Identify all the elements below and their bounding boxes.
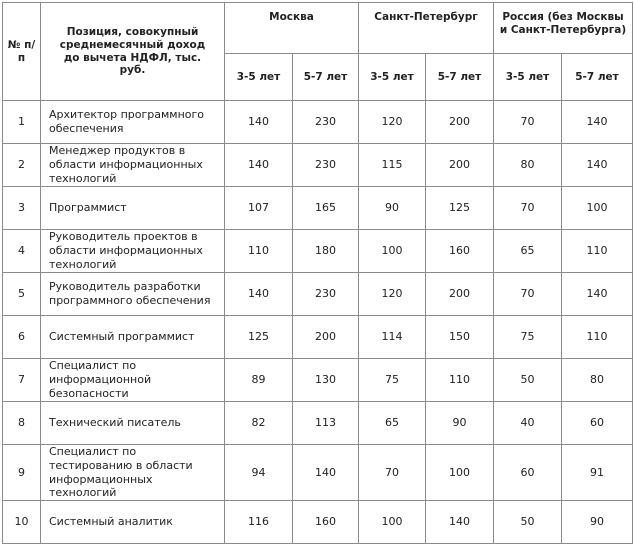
- income-value: 110: [562, 230, 633, 273]
- income-value: 165: [293, 187, 359, 230]
- position-name: Технический писатель: [41, 402, 225, 445]
- salary-table: [2, 2, 633, 544]
- income-value: 140: [225, 101, 293, 144]
- income-value: 116: [225, 501, 293, 544]
- position-name: Менеджер продуктов в области информационных технологий: [41, 144, 225, 187]
- table-row: [3, 101, 633, 144]
- col-header-period: 3-5 лет: [225, 54, 293, 101]
- row-number: 6: [3, 316, 41, 359]
- table-row: [3, 402, 633, 445]
- col-header-num: № п/п: [3, 3, 41, 101]
- col-header-region-spb: Санкт-Петербург: [359, 3, 494, 54]
- income-value: 140: [426, 501, 494, 544]
- row-number: 1: [3, 101, 41, 144]
- table-row: [3, 273, 633, 316]
- income-value: 113: [293, 402, 359, 445]
- income-value: 82: [225, 402, 293, 445]
- position-name: Руководитель разработки программного обеспечения: [41, 273, 225, 316]
- income-value: 140: [293, 445, 359, 501]
- income-value: 100: [426, 445, 494, 501]
- col-header-period: 5-7 лет: [426, 54, 494, 101]
- income-value: 230: [293, 273, 359, 316]
- table-row: [3, 316, 633, 359]
- col-header-region-moscow: Москва: [225, 3, 359, 54]
- income-value: 140: [225, 273, 293, 316]
- income-value: 91: [562, 445, 633, 501]
- income-value: 89: [225, 359, 293, 402]
- table-row: [3, 230, 633, 273]
- position-name: Программист: [41, 187, 225, 230]
- row-number: 8: [3, 402, 41, 445]
- income-value: 130: [293, 359, 359, 402]
- income-value: 230: [293, 101, 359, 144]
- income-value: 120: [359, 273, 426, 316]
- income-value: 70: [494, 101, 562, 144]
- row-number: 10: [3, 501, 41, 544]
- col-header-period: 3-5 лет: [494, 54, 562, 101]
- position-name: Специалист по тестированию в области информационных технологий: [41, 445, 225, 501]
- header-row-regions: [3, 3, 633, 54]
- table-row: [3, 144, 633, 187]
- row-number: 2: [3, 144, 41, 187]
- position-name: Архитектор программного обеспечения: [41, 101, 225, 144]
- income-value: 65: [359, 402, 426, 445]
- income-value: 110: [562, 316, 633, 359]
- row-number: 4: [3, 230, 41, 273]
- income-value: 125: [426, 187, 494, 230]
- income-value: 110: [426, 359, 494, 402]
- income-value: 200: [426, 273, 494, 316]
- income-value: 90: [426, 402, 494, 445]
- position-name: Системный аналитик: [41, 501, 225, 544]
- income-value: 94: [225, 445, 293, 501]
- income-value: 90: [562, 501, 633, 544]
- income-value: 100: [562, 187, 633, 230]
- income-value: 150: [426, 316, 494, 359]
- income-value: 65: [494, 230, 562, 273]
- income-value: 80: [562, 359, 633, 402]
- income-value: 125: [225, 316, 293, 359]
- income-value: 230: [293, 144, 359, 187]
- row-number: 7: [3, 359, 41, 402]
- income-value: 100: [359, 501, 426, 544]
- income-value: 60: [562, 402, 633, 445]
- income-value: 160: [293, 501, 359, 544]
- income-value: 200: [293, 316, 359, 359]
- income-value: 70: [359, 445, 426, 501]
- income-value: 110: [225, 230, 293, 273]
- income-value: 200: [426, 101, 494, 144]
- income-value: 50: [494, 359, 562, 402]
- table-row: [3, 501, 633, 544]
- income-value: 140: [225, 144, 293, 187]
- income-value: 100: [359, 230, 426, 273]
- income-value: 90: [359, 187, 426, 230]
- income-value: 107: [225, 187, 293, 230]
- income-value: 75: [359, 359, 426, 402]
- income-value: 60: [494, 445, 562, 501]
- income-value: 75: [494, 316, 562, 359]
- income-value: 180: [293, 230, 359, 273]
- table-row: [3, 445, 633, 501]
- income-value: 114: [359, 316, 426, 359]
- income-value: 160: [426, 230, 494, 273]
- col-header-period: 5-7 лет: [293, 54, 359, 101]
- col-header-position: Позиция, совокупный среднемесячный доход до вычета НДФЛ, тыс. руб.: [41, 3, 225, 101]
- position-name: Системный программист: [41, 316, 225, 359]
- position-name: Специалист по информационной безопасности: [41, 359, 225, 402]
- income-value: 40: [494, 402, 562, 445]
- table-body: [3, 101, 633, 544]
- income-value: 140: [562, 273, 633, 316]
- col-header-period: 5-7 лет: [562, 54, 633, 101]
- table-row: [3, 187, 633, 230]
- col-header-period: 3-5 лет: [359, 54, 426, 101]
- income-value: 140: [562, 101, 633, 144]
- table-row: [3, 359, 633, 402]
- row-number: 5: [3, 273, 41, 316]
- income-value: 140: [562, 144, 633, 187]
- position-name: Руководитель проектов в области информационных технологий: [41, 230, 225, 273]
- income-value: 50: [494, 501, 562, 544]
- income-value: 80: [494, 144, 562, 187]
- income-value: 70: [494, 187, 562, 230]
- income-value: 200: [426, 144, 494, 187]
- income-value: 115: [359, 144, 426, 187]
- income-value: 70: [494, 273, 562, 316]
- col-header-region-russia: Россия (без Москвы и Санкт-Петербурга): [494, 3, 633, 54]
- income-value: 120: [359, 101, 426, 144]
- row-number: 3: [3, 187, 41, 230]
- row-number: 9: [3, 445, 41, 501]
